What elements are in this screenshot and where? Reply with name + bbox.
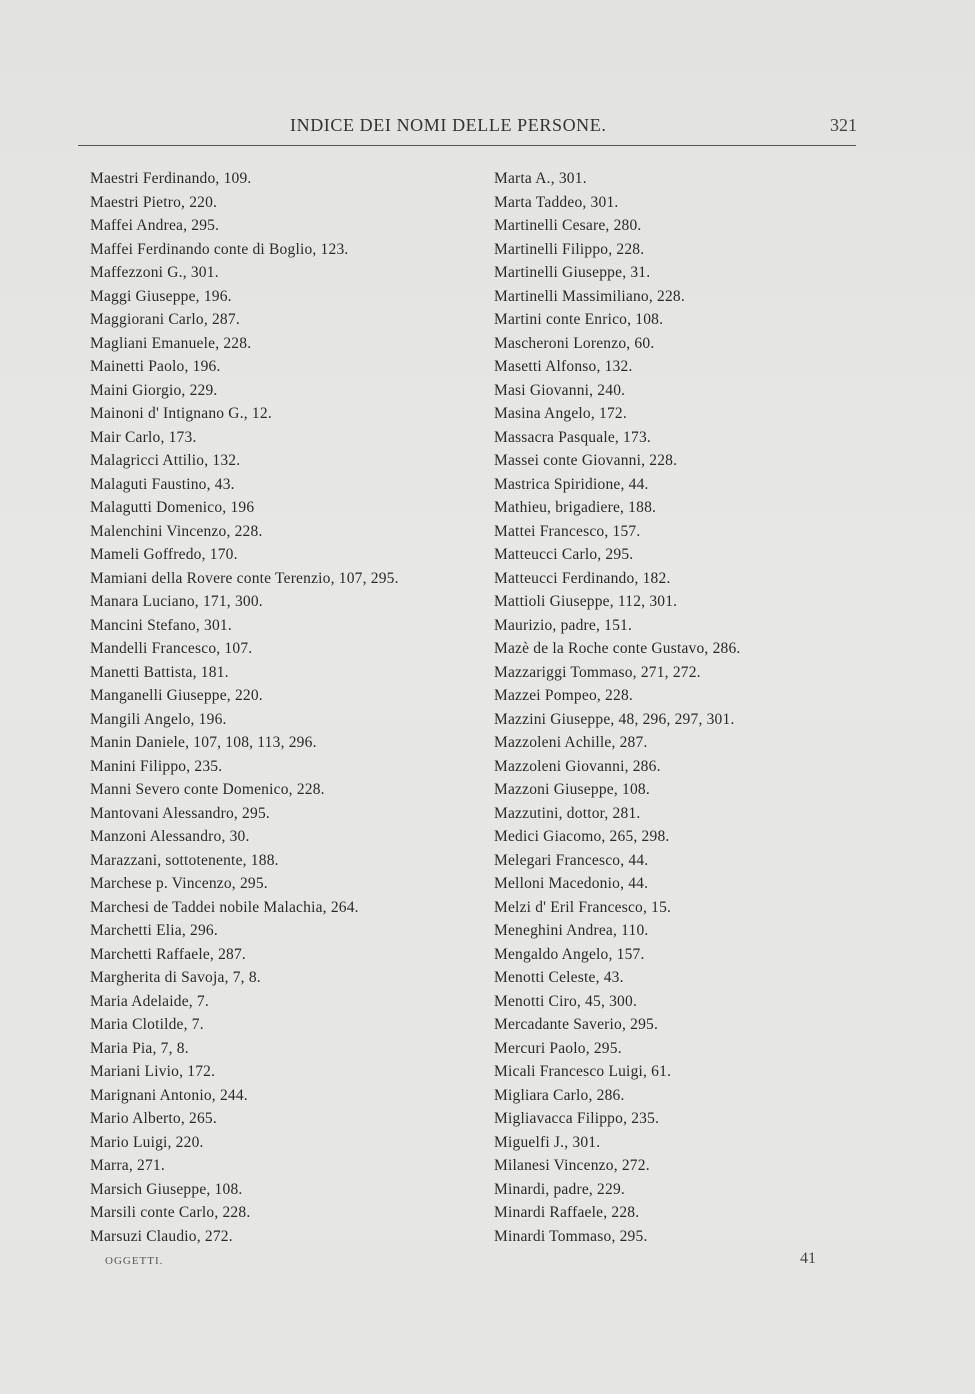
index-entry: Malagutti Domenico, 196	[90, 499, 255, 516]
index-entry: Maria Adelaide, 7.	[90, 992, 209, 1010]
index-entry: Micali Francesco Luigi, 61.	[494, 1063, 672, 1080]
index-entry: Maini Giorgio, 229.	[90, 381, 218, 399]
index-entry: Mathieu, brigadiere, 188.	[494, 499, 657, 516]
index-entry: Marchese p. Vincenzo, 295.	[90, 875, 268, 892]
index-entry: Maestri Pietro, 220.	[90, 193, 218, 211]
index-entry: Mainoni d' Intignano G., 12.	[90, 405, 272, 422]
signature-mark: OGGETTI.	[105, 1255, 164, 1267]
index-entry: Marsich Giuseppe, 108.	[90, 1180, 243, 1198]
index-entry: Mascheroni Lorenzo, 60.	[494, 334, 655, 352]
index-entry: Martini conte Enrico, 108.	[494, 311, 664, 328]
index-entry: Mazzei Pompeo, 228.	[494, 687, 633, 704]
index-entry: Mercadante Saverio, 295.	[494, 1016, 659, 1033]
index-entry: Maffei Ferdinando conte di Boglio, 123.	[90, 240, 349, 258]
index-entry: Manin Daniele, 107, 108, 113, 296.	[90, 734, 317, 751]
index-entry: Milanesi Vincenzo, 272.	[494, 1157, 650, 1174]
index-entry: Marta Taddeo, 301.	[494, 193, 619, 211]
index-entry: Mandelli Francesco, 107.	[90, 640, 253, 657]
index-entry: Malagricci Attilio, 132.	[90, 452, 241, 469]
index-entry: Mercuri Paolo, 295.	[494, 1039, 622, 1057]
index-entry: Martinelli Cesare, 280.	[494, 217, 642, 234]
index-entry: Maria Pia, 7, 8.	[90, 1039, 189, 1057]
index-entry: Manganelli Giuseppe, 220.	[90, 687, 263, 704]
index-entry: Mariani Livio, 172.	[90, 1063, 216, 1080]
index-entry: Maurizio, padre, 151.	[494, 616, 633, 634]
index-entry: Migliavacca Filippo, 235.	[494, 1110, 660, 1127]
index-entry: Manzoni Alessandro, 30.	[90, 828, 250, 845]
index-entry: Marsili conte Carlo, 228.	[90, 1204, 251, 1221]
index-entry: Miguelfi J., 301.	[494, 1133, 601, 1151]
index-entry: Mamiani della Rovere conte Terenzio, 107, 295.	[90, 569, 399, 587]
page-title: INDICE DEI NOMI DELLE PERSONE.	[290, 115, 607, 135]
index-entry: Marazzani, sottotenente, 188.	[90, 851, 279, 869]
index-entry: Marra, 271.	[90, 1157, 165, 1174]
page-header	[0, 112, 975, 140]
index-entry: Minardi Raffaele, 228.	[494, 1204, 640, 1221]
index-entry: Mazzoleni Achille, 287.	[494, 734, 648, 751]
index-entry: Mair Carlo, 173.	[90, 428, 197, 446]
index-entry: Martinelli Giuseppe, 31.	[494, 264, 651, 281]
index-entry: Marta A., 301.	[494, 170, 587, 187]
index-entry: Maestri Ferdinando, 109.	[90, 170, 252, 187]
index-entry: Medici Giacomo, 265, 298.	[494, 828, 670, 845]
index-entry: Margherita di Savoja, 7, 8.	[90, 969, 261, 986]
index-entry: Mattei Francesco, 157.	[494, 522, 641, 540]
index-entry: Masina Angelo, 172.	[494, 405, 627, 422]
index-entry: Melzi d' Eril Francesco, 15.	[494, 898, 672, 916]
index-entry: Matteucci Carlo, 295.	[494, 546, 634, 563]
index-column-right	[494, 167, 874, 1248]
index-entry: Maria Clotilde, 7.	[90, 1016, 204, 1033]
index-entry: Martinelli Massimiliano, 228.	[494, 287, 685, 305]
index-entry: Mattioli Giuseppe, 112, 301.	[494, 593, 678, 610]
index-entry: Minardi Tommaso, 295.	[494, 1227, 648, 1245]
index-entry: Maggiorani Carlo, 287.	[90, 311, 240, 328]
index-entry: Marsuzi Claudio, 272.	[90, 1227, 233, 1245]
index-entry: Meneghini Andrea, 110.	[494, 922, 649, 939]
index-entry: Maffei Andrea, 295.	[90, 217, 220, 234]
index-entry: Manni Severo conte Domenico, 228.	[90, 781, 325, 798]
index-entry: Manara Luciano, 171, 300.	[90, 593, 263, 610]
index-entry: Mangili Angelo, 196.	[90, 710, 227, 728]
index-entry: Migliara Carlo, 286.	[494, 1086, 625, 1104]
index-entry: Marchetti Elia, 296.	[90, 922, 218, 939]
page-number: 321	[830, 115, 857, 135]
index-entry: Maggi Giuseppe, 196.	[90, 287, 232, 305]
index-entry: Mastrica Spiridione, 44.	[494, 475, 649, 493]
index-entry: Manini Filippo, 235.	[90, 757, 223, 775]
index-entry: Mainetti Paolo, 196.	[90, 358, 221, 375]
index-entry: Marignani Antonio, 244.	[90, 1086, 248, 1104]
index-entry: Matteucci Ferdinando, 182.	[494, 569, 671, 587]
index-entry: Melloni Macedonio, 44.	[494, 875, 649, 892]
index-entry: Menotti Celeste, 43.	[494, 969, 624, 986]
signature-number: 41	[800, 1250, 816, 1267]
index-entry: Manetti Battista, 181.	[90, 663, 229, 681]
index-entry: Menotti Ciro, 45, 300.	[494, 992, 638, 1010]
index-entry: Massacra Pasquale, 173.	[494, 428, 651, 446]
index-entry: Mazzutini, dottor, 281.	[494, 804, 641, 822]
index-entry: Minardi, padre, 229.	[494, 1180, 625, 1198]
index-entry: Mario Luigi, 220.	[90, 1133, 204, 1151]
index-entry: Martinelli Filippo, 228.	[494, 240, 645, 258]
index-entry: Marchesi de Taddei nobile Malachia, 264.	[90, 898, 359, 916]
index-entry: Mameli Goffredo, 170.	[90, 546, 238, 563]
index-entry: Masetti Alfonso, 132.	[494, 358, 633, 375]
index-entry: Mazzoni Giuseppe, 108.	[494, 781, 650, 798]
index-entry: Mantovani Alessandro, 295.	[90, 804, 270, 822]
index-entry: Mazzini Giuseppe, 48, 296, 297, 301.	[494, 710, 735, 728]
index-column-left	[90, 167, 490, 1248]
index-entry: Mengaldo Angelo, 157.	[494, 945, 645, 963]
index-entry: Magliani Emanuele, 228.	[90, 334, 252, 352]
index-entry: Masi Giovanni, 240.	[494, 381, 626, 399]
index-entry: Mancini Stefano, 301.	[90, 616, 232, 634]
index-entry: Malaguti Faustino, 43.	[90, 475, 235, 493]
index-entry: Mazzariggi Tommaso, 271, 272.	[494, 663, 701, 681]
index-entry: Massei conte Giovanni, 228.	[494, 452, 678, 469]
index-entry: Malenchini Vincenzo, 228.	[90, 522, 263, 540]
index-entry: Mazzoleni Giovanni, 286.	[494, 757, 661, 775]
index-entry: Melegari Francesco, 44.	[494, 851, 649, 869]
index-entry: Mazè de la Roche conte Gustavo, 286.	[494, 640, 741, 657]
header-rule	[78, 145, 856, 146]
index-entry: Mario Alberto, 265.	[90, 1110, 217, 1127]
index-entry: Maffezzoni G., 301.	[90, 264, 219, 281]
index-entry: Marchetti Raffaele, 287.	[90, 945, 247, 963]
